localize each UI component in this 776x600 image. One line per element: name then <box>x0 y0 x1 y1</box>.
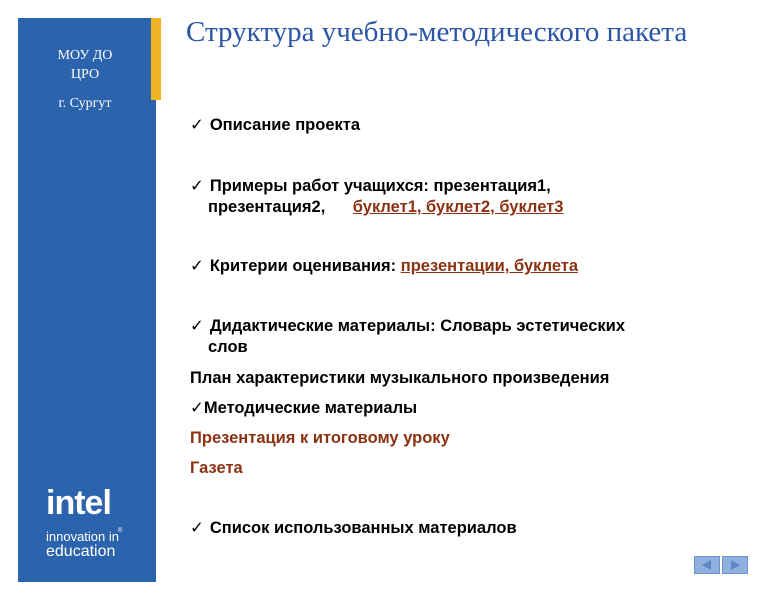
organization-label <box>18 46 152 113</box>
prev-slide-button[interactable] <box>694 556 720 574</box>
triangle-left-icon <box>695 557 719 573</box>
accent-bar <box>151 18 161 100</box>
checkmark-icon: ✓ <box>190 399 204 417</box>
logo-tagline-2: education <box>46 543 116 560</box>
triangle-right-icon <box>723 557 747 573</box>
list-item-plan: План характеристики музыкального произведения <box>190 369 610 387</box>
list-item-references: ✓ Список использованных материалов <box>190 519 517 537</box>
final-lesson-presentation-link[interactable]: Презентация к итоговому уроку <box>190 429 450 447</box>
org-line-2: ЦРО <box>70 67 100 82</box>
list-item-didactic: ✓ Дидактические материалы: Словарь эстетических слов <box>190 317 626 356</box>
criteria-link[interactable]: презентации, буклета <box>400 257 579 275</box>
list-item-description: ✓ Описание проекта <box>190 116 361 134</box>
checkmark-icon: ✓ <box>190 519 204 537</box>
intel-education-logo: intel ® innovation in education <box>46 486 146 560</box>
city-label: г. Сургут <box>58 96 112 111</box>
checkmark-icon: ✓ <box>190 116 204 134</box>
checkmark-icon: ✓ <box>190 177 204 195</box>
org-line-1: МОУ ДО <box>57 48 113 63</box>
booklets-link[interactable]: буклет1, буклет2, буклет3 <box>352 198 564 216</box>
list-item-criteria: ✓ Критерии оценивания: презентации, буклета <box>190 257 579 275</box>
logo-word: intel <box>46 484 111 522</box>
slide-title: Структура учебно-методического пакета <box>186 16 688 48</box>
list-item-student-works: ✓ Примеры работ учащихся: презентация1, презентация2, буклет1, буклет2, буклет3 <box>190 177 564 216</box>
list-item-methodical: ✓Методические материалы <box>190 399 418 417</box>
checkmark-icon: ✓ <box>190 257 204 275</box>
next-slide-button[interactable] <box>722 556 748 574</box>
logo-tagline-1: innovation in <box>46 529 119 544</box>
newspaper-link[interactable]: Газета <box>190 459 243 477</box>
checkmark-icon: ✓ <box>190 317 204 335</box>
